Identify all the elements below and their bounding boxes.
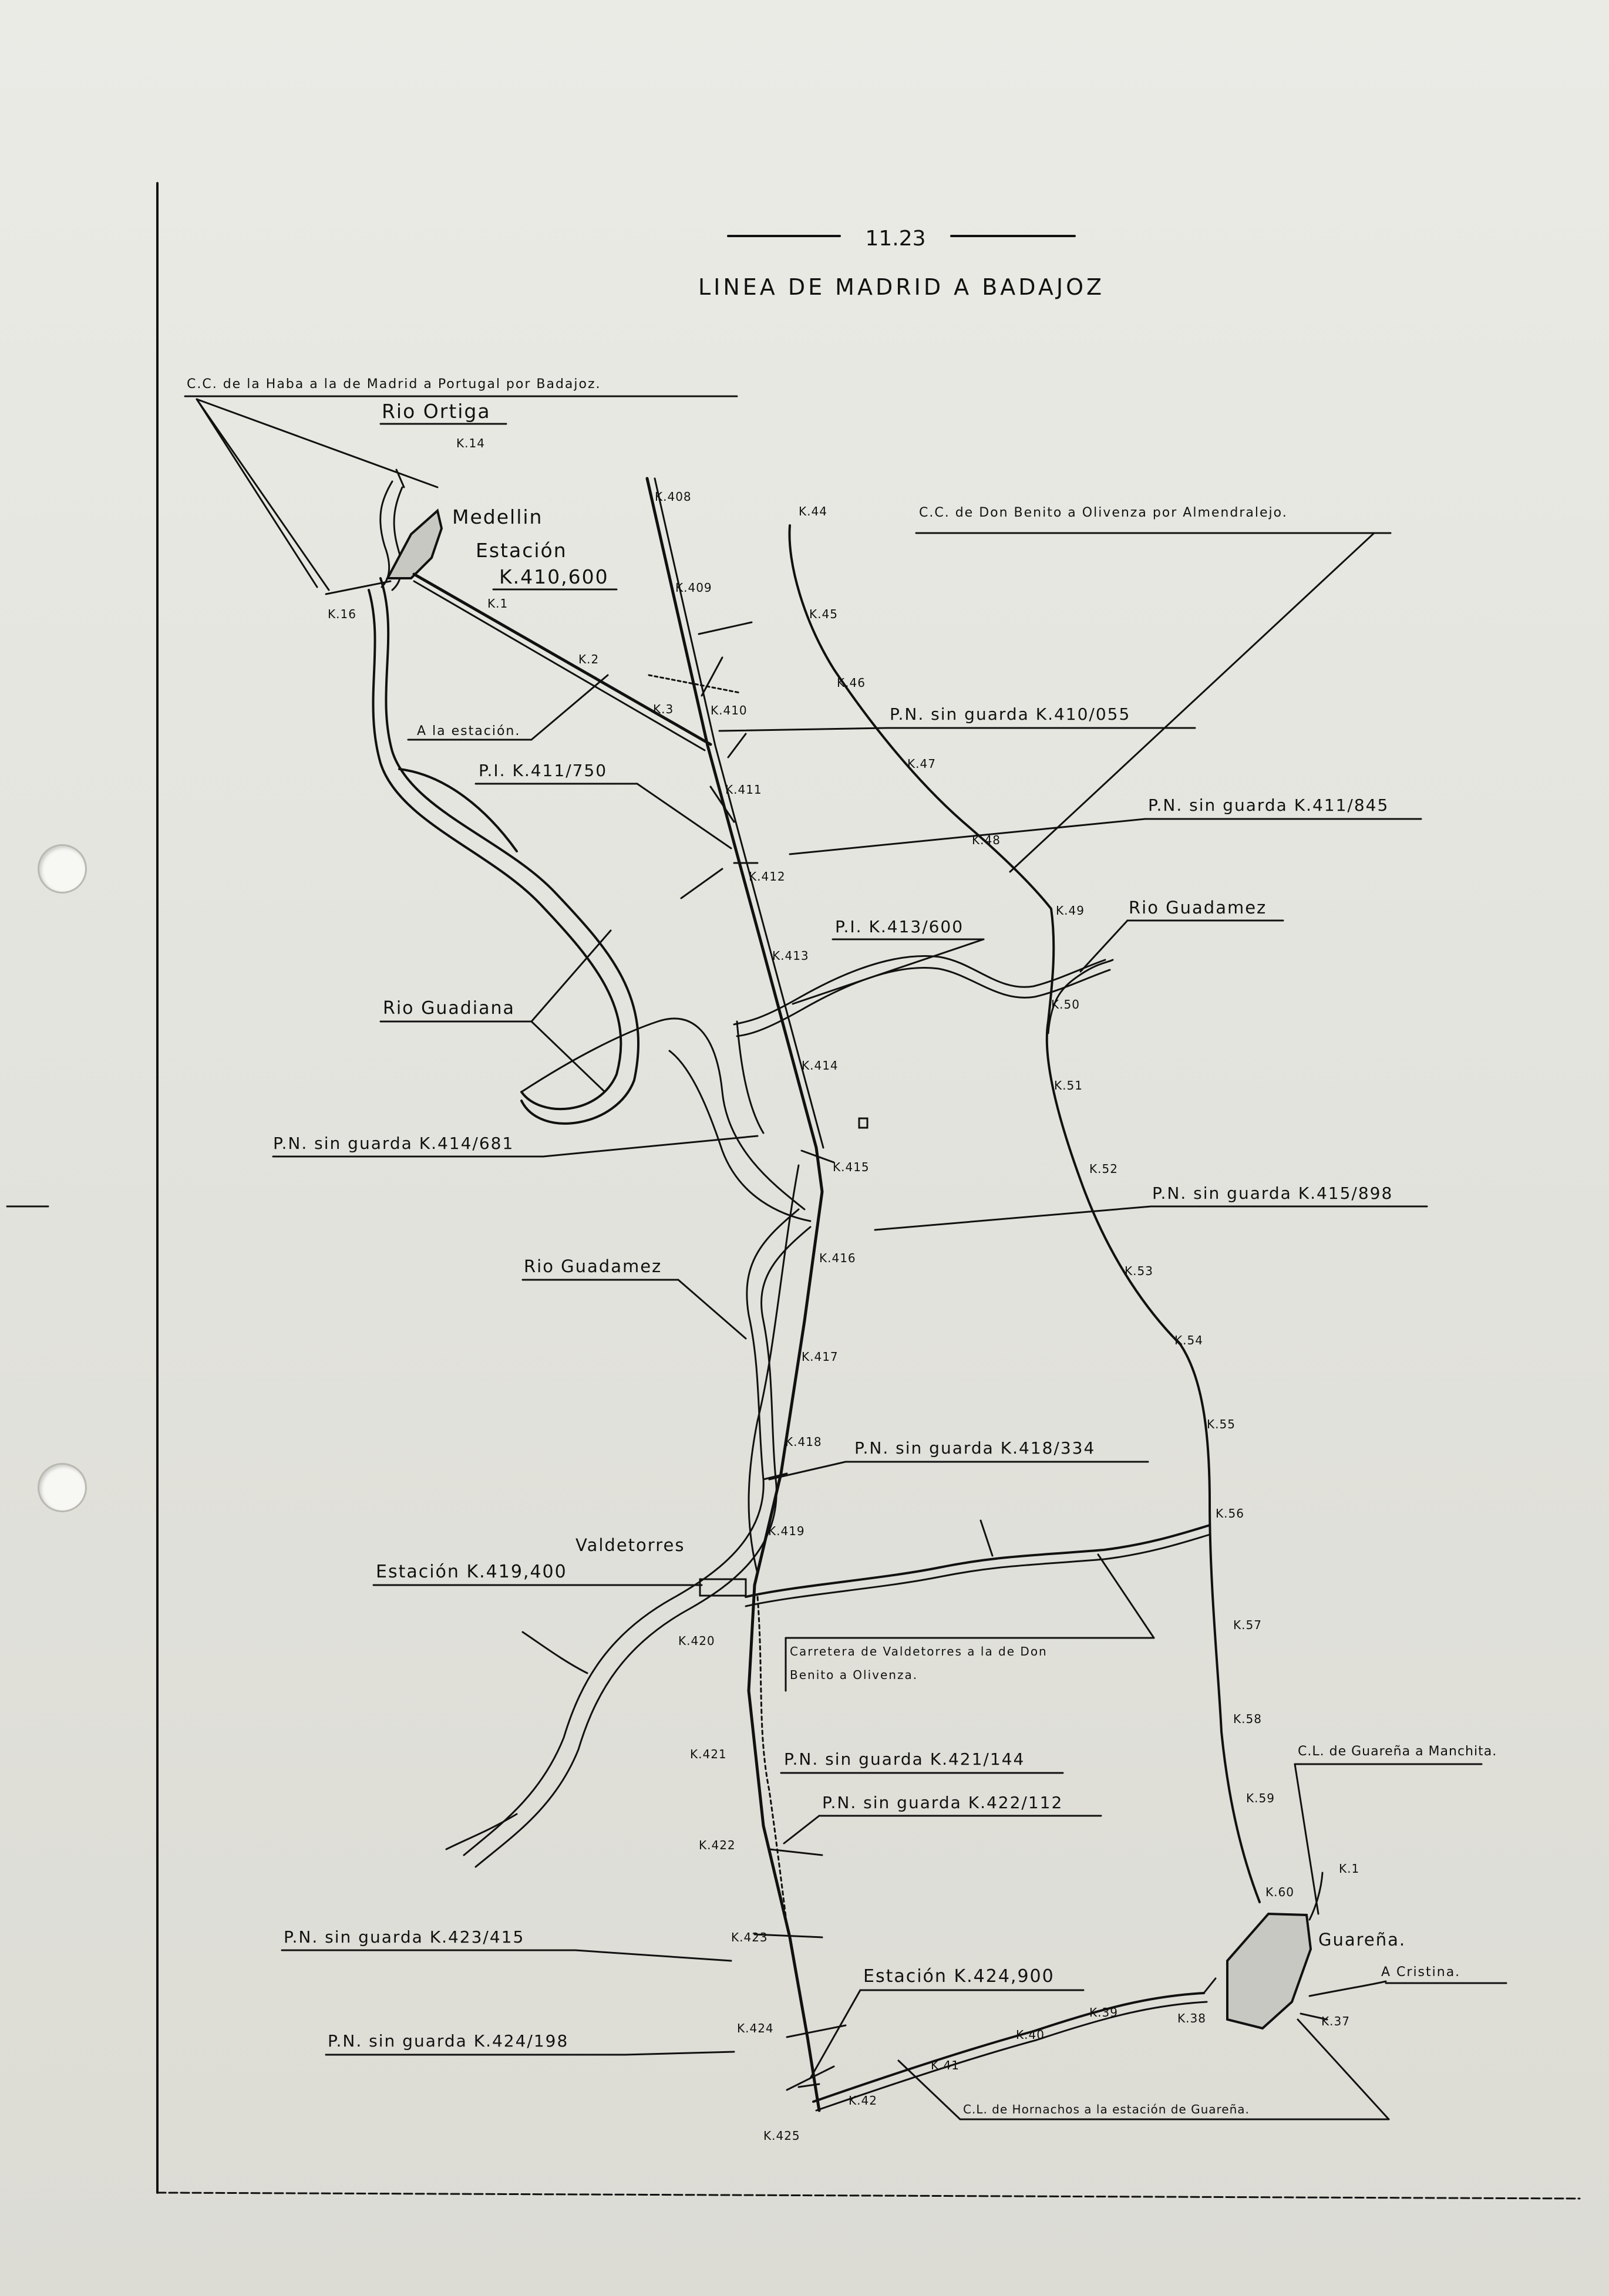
km-cc-49: K.49 [1056,903,1085,918]
km-cc-46: K.46 [837,676,866,690]
km-cl-38: K.38 [1177,2011,1206,2025]
label-carretera-line2: Benito a Olivenza. [790,1668,918,1682]
km-cc-50: K.50 [1051,997,1080,1012]
km-cc-59: K.59 [1246,1791,1275,1805]
km-cc-52: K.52 [1089,1162,1118,1176]
label-cc-haba: C.C. de la Haba a la de Madrid a Portugal por Badajoz. [187,377,601,392]
label-estacion-419: Estación K.419,400 [376,1562,567,1582]
label-pi-413: P.I. K.413/600 [835,917,964,936]
km-cl-42: K.42 [849,2093,877,2108]
label-cc-don-benito: C.C. de Don Benito a Olivenza por Almendralejo. [919,505,1288,520]
km-cc-51: K.51 [1054,1078,1083,1093]
medellin-town [388,511,442,578]
km-railway-419: K.419 [768,1524,805,1538]
km-railway-418: K.418 [785,1435,822,1449]
document-number: 11.23 [865,227,926,251]
label-estacion-424: Estación K.424,900 [863,1966,1055,1987]
km-railway-413: K.413 [772,949,809,963]
label-pn-424: P.N. sin guarda K.424/198 [328,2031,569,2051]
km-railway-421: K.421 [690,1747,727,1761]
label-guarena: Guareña. [1318,1930,1406,1950]
km-cc-60: K.60 [1265,1885,1294,1899]
km-railway-411: K.411 [725,783,762,797]
km-railway-414: K.414 [802,1058,839,1073]
label-cl-guarena: C.L. de Guareña a Manchita. [1298,1744,1497,1759]
km-haba-2: K.2 [578,652,600,666]
km-railway-410: K.410 [711,703,748,717]
km-cc-48: K.48 [972,833,1001,847]
km-cc-45: K.45 [809,607,838,621]
label-medellin: Medellin [452,505,543,528]
label-a-la-estacion: A la estación. [417,724,521,739]
label-rio-guadamez-top: Rio Guadamez [1129,898,1267,918]
km-railway-408: K.408 [655,490,692,504]
km-cc-57: K.57 [1233,1618,1262,1632]
km-railway-420: K.420 [678,1634,715,1648]
label-cl-hornachos: C.L. de Hornachos a la estación de Guareña. [963,2102,1250,2116]
guarena-town [1227,1914,1311,2028]
km-cc-53: K.53 [1125,1264,1153,1278]
km-haba-16: K.16 [328,607,356,621]
label-pn-423: P.N. sin guarda K.423/415 [284,1927,525,1947]
label-a-cristina: A Cristina. [1381,1965,1461,1980]
km-railway-417: K.417 [802,1350,839,1364]
label-pn-411: P.N. sin guarda K.411/845 [1148,795,1389,815]
a-cristina-road [1310,1981,1386,1996]
label-estacion-medellin: Estación [476,539,567,562]
carretera-valdetorres-road [746,1525,1210,1597]
km-railway-423: K.423 [731,1930,768,1944]
km-haba-14: K.14 [456,436,485,450]
km-railway-412: K.412 [749,869,786,884]
label-carretera-line1: Carretera de Valdetorres a la de Don [790,1644,1048,1658]
label-pn-422: P.N. sin guarda K.422/112 [822,1793,1063,1812]
label-valdetorres: Valdetorres [575,1535,685,1555]
label-pn-418: P.N. sin guarda K.418/334 [854,1438,1096,1458]
label-pn-421: P.N. sin guarda K.421/144 [784,1749,1025,1769]
crossing-ticks [681,622,1327,2090]
km-guarena-manchita-1: K.1 [1339,1862,1360,1876]
cc-don-benito-road [789,525,1260,1902]
km-railway-416: K.416 [819,1251,856,1265]
label-pn-414: P.N. sin guarda K.414/681 [273,1134,514,1153]
km-cc-47: K.47 [907,757,936,771]
km-cc-54: K.54 [1174,1333,1203,1347]
km-railway-425: K.425 [763,2129,800,2143]
km-railway-422: K.422 [699,1838,736,1852]
km-railway-424: K.424 [737,2021,774,2035]
label-rio-ortiga: Rio Ortiga [382,400,491,423]
label-estacion-medellin-km: K.410,600 [499,565,609,588]
km-cl-40: K.40 [1016,2028,1045,2042]
km-cc-58: K.58 [1233,1712,1262,1726]
km-cl-39: K.39 [1089,2005,1118,2019]
label-pn-415: P.N. sin guarda K.415/898 [1152,1184,1393,1203]
km-cc-55: K.55 [1207,1417,1236,1431]
km-railway-415: K.415 [833,1160,870,1174]
km-cc-56: K.56 [1216,1506,1244,1520]
label-pi-411: P.I. K.411/750 [479,761,608,780]
km-haba-3: K.3 [653,702,674,716]
label-rio-guadamez-lower: Rio Guadamez [524,1256,662,1276]
small-structure [859,1118,867,1128]
frame-bottom-line [157,2193,1580,2199]
km-haba-1: K.1 [487,596,509,611]
km-railway-409: K.409 [675,581,712,595]
km-cl-41: K.41 [931,2058,960,2072]
label-pn-410: P.N. sin guarda K.410/055 [890,704,1131,724]
document-title: LINEA DE MADRID A BADAJOZ [698,274,1105,300]
km-cl-37: K.37 [1321,2014,1350,2028]
km-cc-44: K.44 [799,504,827,518]
label-rio-guadiana: Rio Guadiana [383,998,515,1019]
